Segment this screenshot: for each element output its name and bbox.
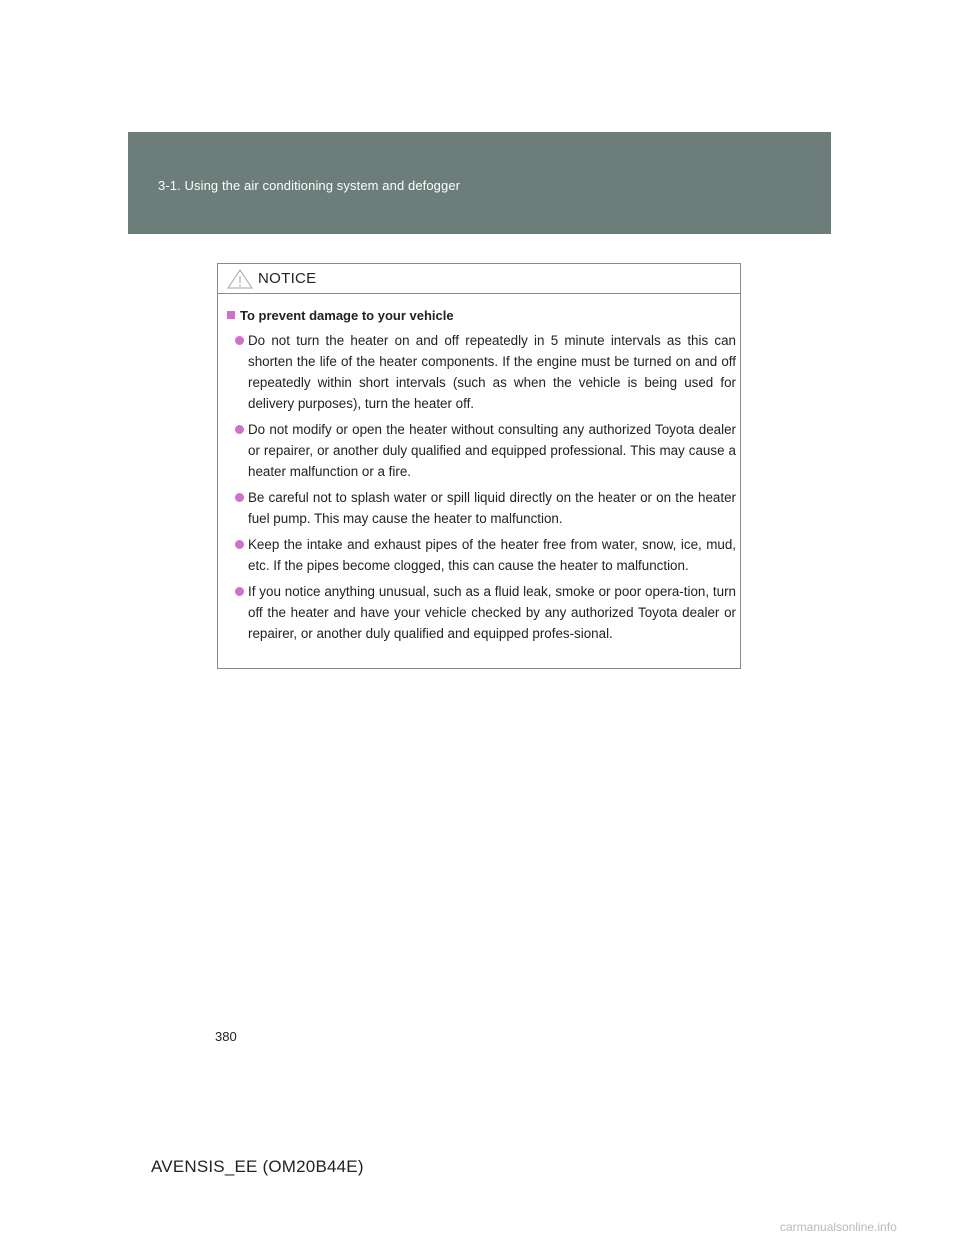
circle-bullet-icon [235, 425, 244, 434]
circle-bullet-icon [235, 587, 244, 596]
notice-bullet-text: Keep the intake and exhaust pipes of the heater free from water, snow, ice, mud, etc. If the pipes become clogged, this can cause the heater to malfunction. [248, 537, 736, 573]
section-header-band [128, 132, 831, 234]
document-code: AVENSIS_EE (OM20B44E) [151, 1157, 364, 1176]
watermark: carmanualsonline.info [780, 1220, 897, 1234]
circle-bullet-icon [235, 493, 244, 502]
notice-bullet-text: Be careful not to splash water or spill liquid directly on the heater or on the heater fuel pump. This may cause the heater to malfunction. [248, 490, 736, 526]
notice-header [218, 264, 740, 294]
page-number: 380 [215, 1029, 237, 1044]
notice-subheading-text: To prevent damage to your vehicle [240, 308, 454, 323]
notice-subheading [224, 307, 736, 324]
notice-bullet-text: If you notice anything unusual, such as a fluid leak, smoke or poor opera-tion, turn off the heater and have your vehicle checked by any authorized Toyota dealer or repairer, or another duly qualified and equipped profes-sional. [248, 584, 736, 641]
section-title: 3-1. Using the air conditioning system and defogger [158, 178, 461, 193]
warning-triangle-icon [226, 268, 254, 290]
notice-box [217, 263, 741, 669]
notice-bullet [224, 419, 736, 482]
notice-bullet-text: Do not modify or open the heater without consulting any authorized Toyota dealer or repairer, or another duly qualified and equipped professional. This may cause a heater malfunction or a fire. [248, 422, 736, 479]
circle-bullet-icon [235, 336, 244, 345]
notice-bullet [224, 581, 736, 644]
notice-bullet [224, 534, 736, 576]
notice-bullet [224, 330, 736, 414]
notice-bullet [224, 487, 736, 529]
square-bullet-icon [227, 311, 235, 319]
notice-bullet-text: Do not turn the heater on and off repeatedly in 5 minute intervals as this can shorten the life of the heater components. If the engine must be turned on and off repeatedly within short intervals (such as when the vehicle is being used for delivery purposes), turn the heater off. [248, 333, 736, 411]
circle-bullet-icon [235, 540, 244, 549]
notice-title: NOTICE [258, 270, 317, 287]
notice-body [218, 294, 740, 644]
